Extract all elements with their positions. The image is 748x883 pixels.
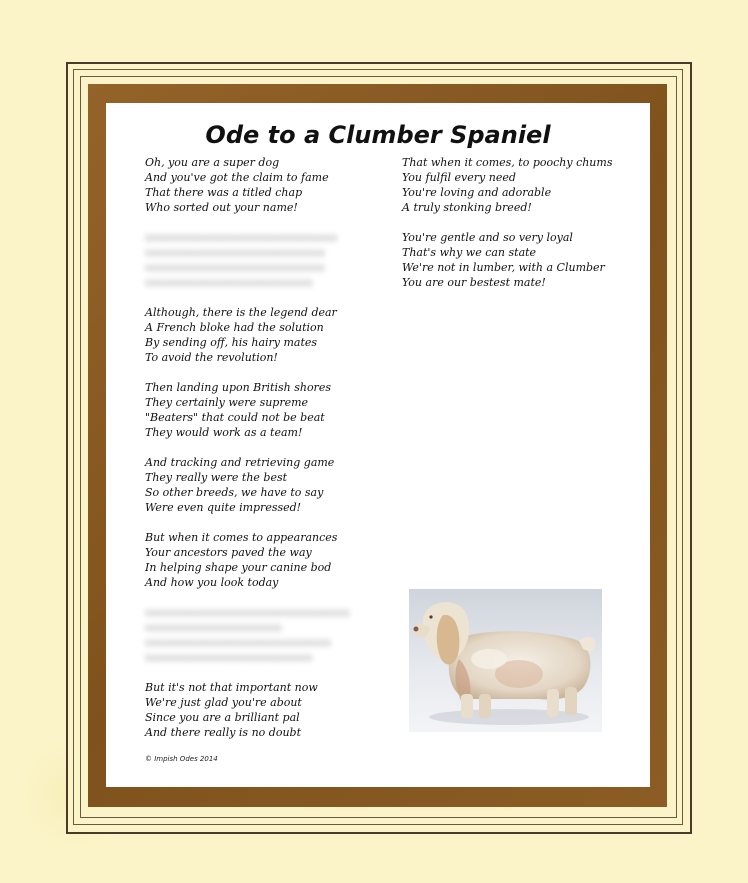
poem-left-column — [145, 155, 375, 755]
poem-line: Were even quite impressed! — [145, 501, 302, 514]
poem-line: Although, there is the legend dear — [145, 306, 337, 319]
poem-line: You are our bestest mate! — [402, 276, 546, 289]
poem-line: You're gentle and so very loyal — [402, 231, 573, 244]
poem-stanza — [145, 680, 375, 740]
clumber-spaniel-photo — [409, 589, 602, 732]
poem-line: To avoid the revolution! — [145, 351, 278, 364]
poem-line: And tracking and retrieving game — [145, 456, 335, 469]
poem-line: That when it comes, to poochy chums — [402, 156, 613, 169]
poem-line: A truly stonking breed! — [402, 201, 532, 214]
poem-line: By sending off, his hairy mates — [145, 336, 318, 349]
poem-line: We're just glad you're about — [145, 696, 302, 709]
poem-stanza — [145, 305, 375, 365]
poem-line: And there really is no doubt — [145, 726, 301, 739]
poem-line: And how you look today — [145, 576, 279, 589]
poem-title: Ode to a Clumber Spaniel — [205, 121, 551, 149]
poem-line: xxxxxxxxxxxxxxxxxxxxxx — [145, 621, 282, 634]
poem-line: But when it comes to appearances — [145, 531, 338, 544]
poem-line: Oh, you are a super dog — [145, 156, 280, 169]
poem-line: xxxxxxxxxxxxxxxxxxxxxxxxxxx — [145, 651, 313, 664]
dog-icon — [409, 589, 602, 732]
poem-line: You're loving and adorable — [402, 186, 552, 199]
poem-line: A French bloke had the solution — [145, 321, 324, 334]
poem-line: xxxxxxxxxxxxxxxxxxxxxxxxxxx — [145, 276, 313, 289]
copyright-notice: © Impish Odes 2014 — [145, 755, 218, 763]
poem-line: xxxxxxxxxxxxxxxxxxxxxxxxxxxxxxx — [145, 231, 338, 244]
poem-stanza — [402, 155, 632, 215]
poem-line: We're not in lumber, with a Clumber — [402, 261, 605, 274]
poem-line: Since you are a brilliant pal — [145, 711, 300, 724]
poem-line: You fulfil every need — [402, 171, 516, 184]
poem-line: xxxxxxxxxxxxxxxxxxxxxxxxxxxxx — [145, 246, 325, 259]
poem-line: Who sorted out your name! — [145, 201, 298, 214]
poem-line: That there was a titled chap — [145, 186, 303, 199]
poem-line: But it's not that important now — [145, 681, 318, 694]
poem-line: So other breeds, we have to say — [145, 486, 324, 499]
poem-stanza — [145, 155, 375, 215]
poem-stanza — [145, 455, 375, 515]
poem-line: They really were the best — [145, 471, 288, 484]
poem-line: Then landing upon British shores — [145, 381, 331, 394]
blurred-stanza — [145, 605, 375, 665]
poem-line: They certainly were supreme — [145, 396, 309, 409]
poem-line: Your ancestors paved the way — [145, 546, 312, 559]
poem-stanza — [145, 380, 375, 440]
poem-stanza — [402, 230, 632, 290]
poem-line: And you've got the claim to fame — [145, 171, 329, 184]
poem-line: That's why we can state — [402, 246, 537, 259]
poem-page — [106, 103, 650, 787]
poem-stanza — [145, 530, 375, 590]
blurred-stanza — [145, 230, 375, 290]
poem-line: xxxxxxxxxxxxxxxxxxxxxxxxxxxxxxxxx — [145, 606, 350, 619]
poem-line: In helping shape your canine bod — [145, 561, 332, 574]
poem-line: "Beaters" that could not be beat — [145, 411, 325, 424]
poem-line: xxxxxxxxxxxxxxxxxxxxxxxxxxxxx — [145, 261, 325, 274]
poem-line: xxxxxxxxxxxxxxxxxxxxxxxxxxxxxx — [145, 636, 332, 649]
poem-right-column — [402, 155, 632, 305]
poem-line: They would work as a team! — [145, 426, 303, 439]
